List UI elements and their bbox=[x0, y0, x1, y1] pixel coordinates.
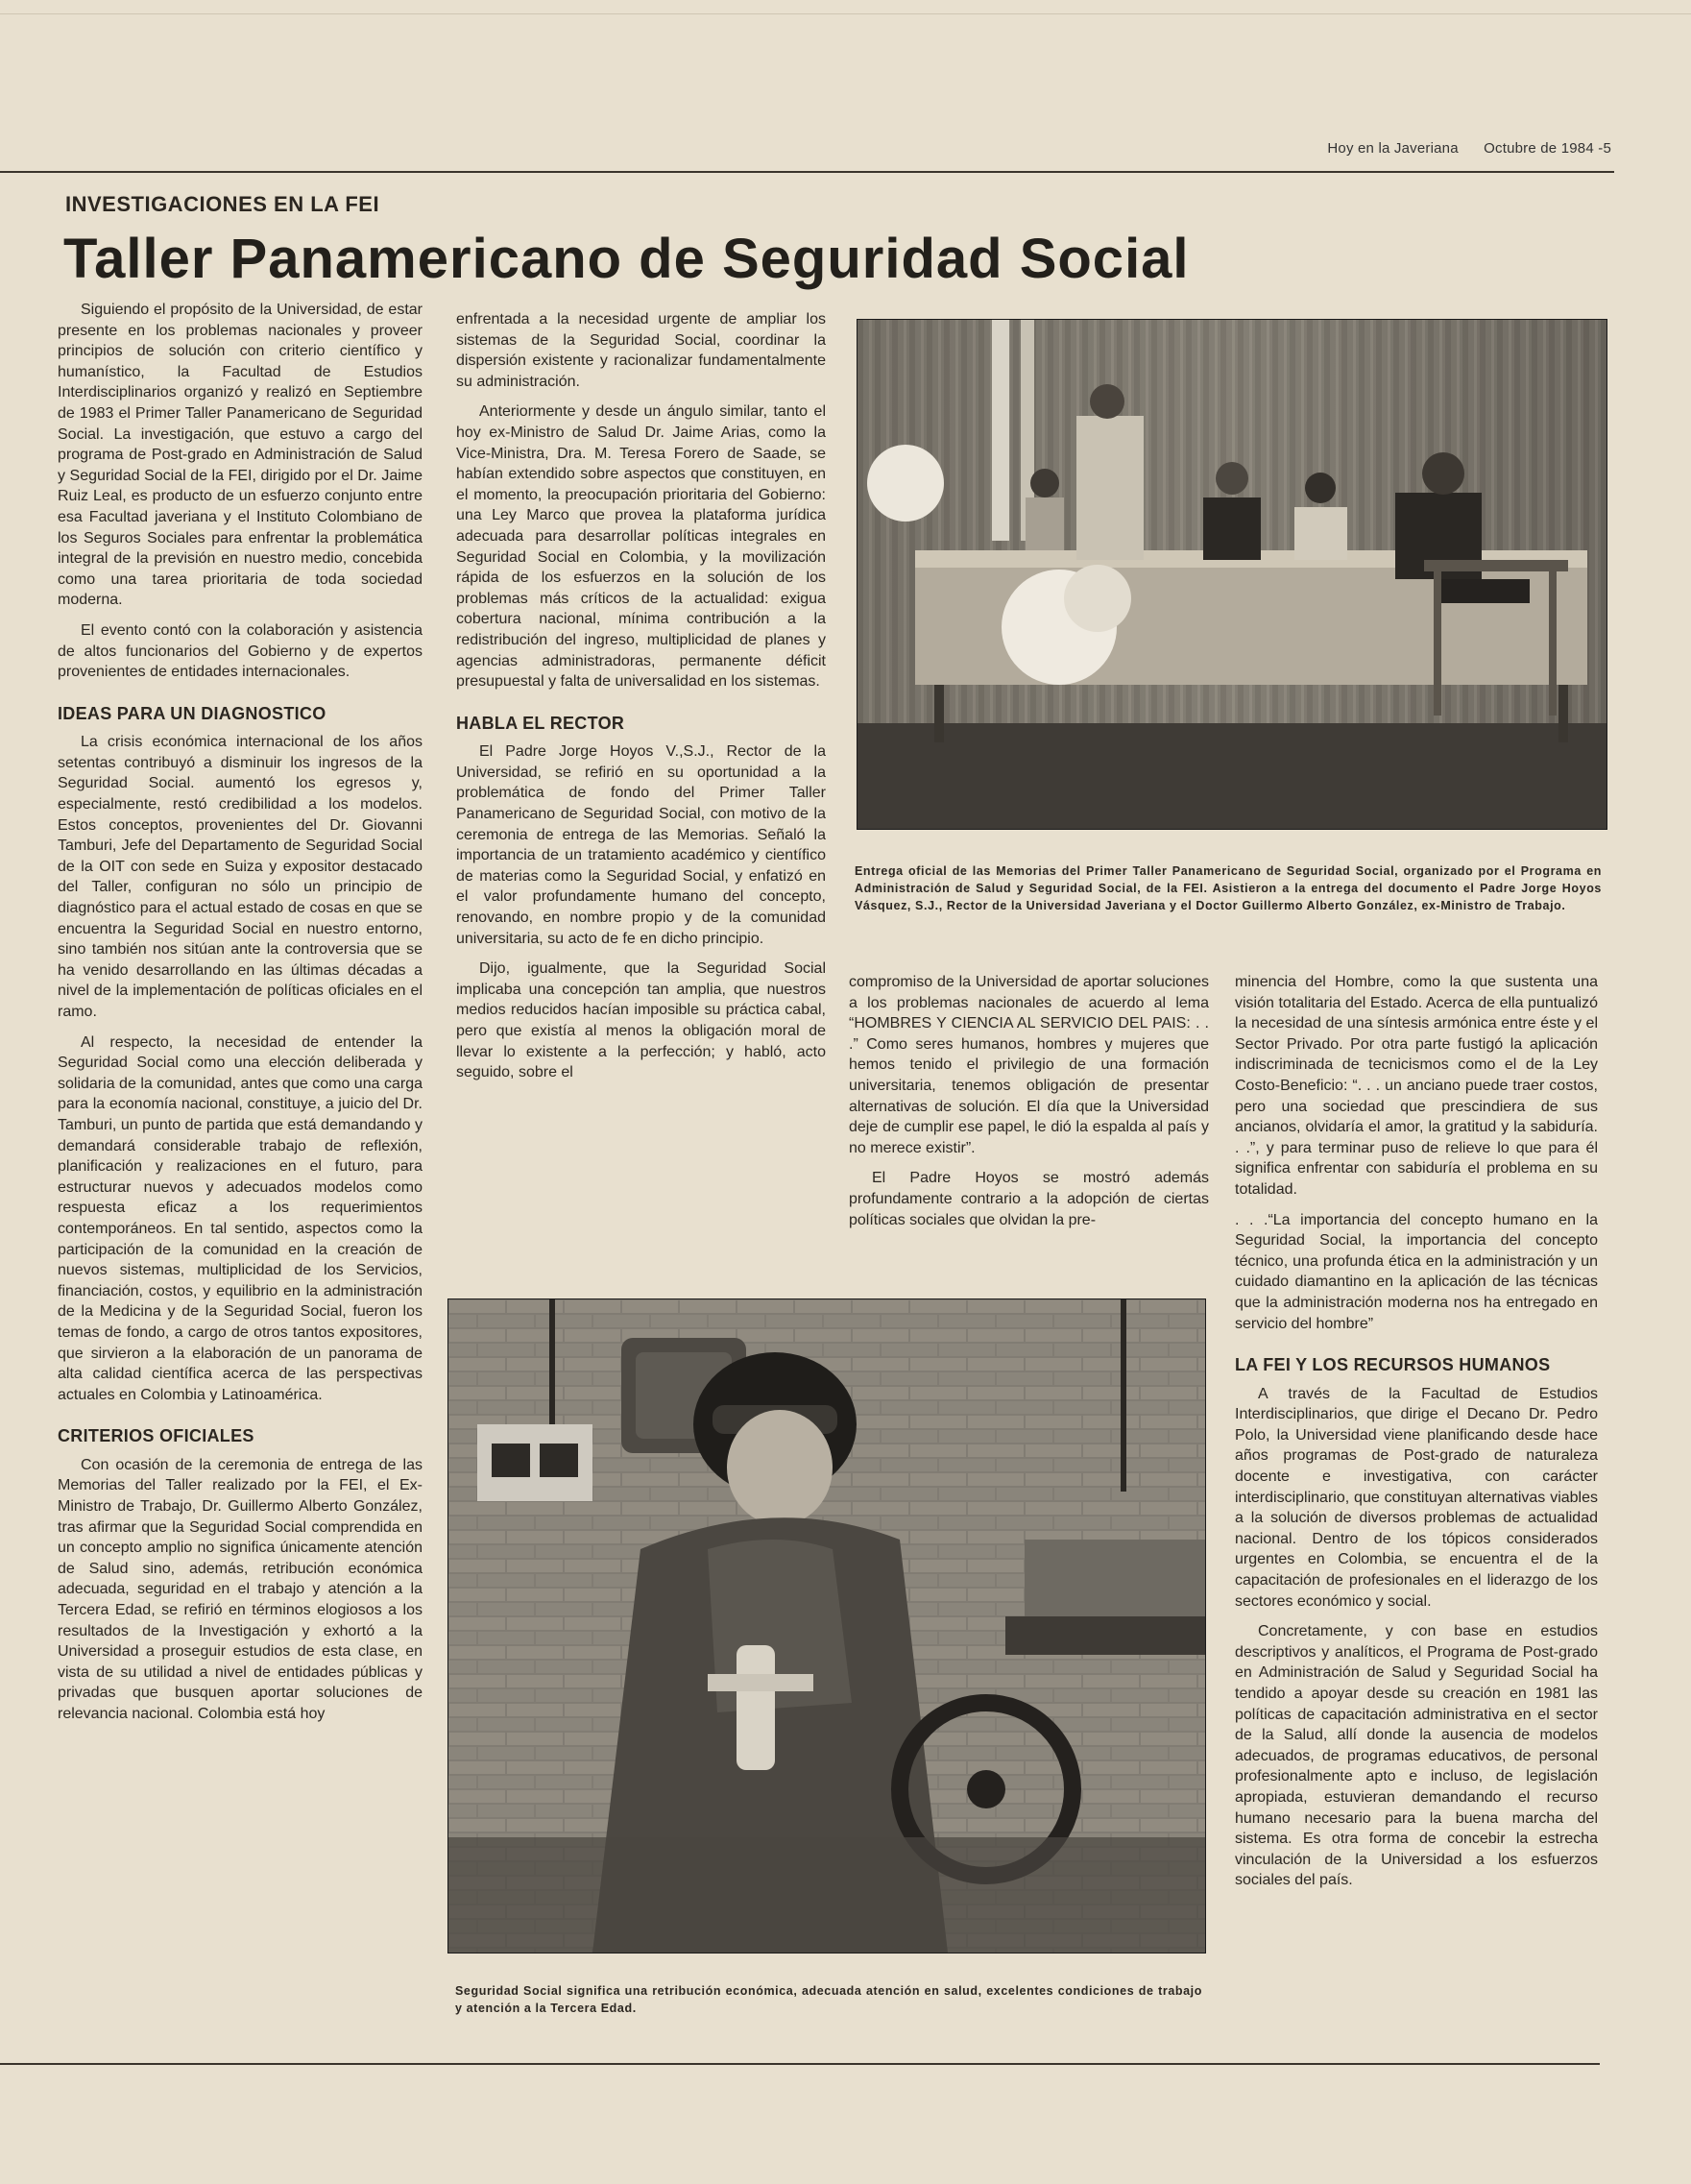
paragraph: compromiso de la Universidad de aportar soluciones a los problemas nacionales de acuerdo al lema “HOMBRES Y CIENCIA AL SERVICIO DEL PAIS: . . .” Como seres humanos, hombres y mujeres que hemos tenido el privilegio de una formación universitaria, tenemos obligación de presentar alternativas de solución. El día que la Universidad deje de cumplir ese papel, le dió la espalda al país y no merece existir”. bbox=[849, 974, 1209, 1156]
article-headline: Taller Panamericano de Seguridad Social bbox=[63, 228, 1190, 290]
ceremony-photo-image bbox=[858, 320, 1606, 829]
header-rule bbox=[0, 171, 1614, 173]
text-column-2 bbox=[456, 309, 826, 1093]
article-kicker: INVESTIGACIONES EN LA FEI bbox=[65, 192, 380, 216]
paragraph: Con ocasión de la ceremonia de entrega de las Memorias del Taller realizado por la FEI, el Ex-Ministro de Trabajo, Dr. Guillermo Alberto González, tras afirmar que la Seguridad Social comprendida en un concepto amplio no significa únicamente atención de Salud sino, además, retribución económica adecuada, seguridad en el trabajo y atención a la Tercera Edad, se refirió en términos elogiosos a los resultados de la Investigación y exhortó a la Universidad a proseguir estudios de esta clase, en vista de su utilidad a nivel de entidades públicas y privadas que busquen aportar soluciones de relevancia nacional. Colombia está hoy bbox=[58, 1456, 423, 1722]
ceremony-photo-caption: Entrega oficial de las Memorias del Primer Taller Panamericano de Seguridad Social, organizado por el Programa en Administración de Salud y Seguridad Social, de la FEI. Asistieron a la entrega del documento el Padre Jorge Hoyos Vásquez, S.J., Rector de la Universidad Javeriana y el Doctor Guillermo Alberto González, ex-Ministro de Trabajo. bbox=[855, 864, 1602, 912]
text-column-1 bbox=[58, 300, 423, 1735]
text-column-3 bbox=[849, 972, 1209, 1240]
footer-rule bbox=[0, 2063, 1600, 2065]
section-heading-criterios: CRITERIOS OFICIALES bbox=[58, 1426, 254, 1446]
paragraph: Siguiendo el propósito de la Universidad, de estar presente en los problemas nacionales y proveer principios de solución con criterio científico y humanístico, la Facultad de Estudios Interdisciplinarios organizó y realizó en Septiembre de 1983 el Primer Taller Panamericano de Seguridad Social. La investigación, que estuvo a cargo del programa de Post-grado en Administración de Salud y Seguridad Social de la FEI, dirigido por el Dr. Jaime Ruiz Leal, es producto de un esfuerzo conjunto entre esa Facultad javeriana y el Instituto Colombiano de los Seguros Sociales para enfrentar la problemática integral de la previsión en nuestro medio, concebida como una tarea prioritaria de toda sociedad moderna. bbox=[58, 302, 423, 609]
paragraph: La crisis económica internacional de los años setentas contribuyó a disminuir los ingresos de la Seguridad Social. aumentó los egresos y, especialmente, restó credibilidad a los modelos. Estos conceptos, provenientes del Dr. Giovanni Tamburi, Jefe del Departamento de Seguridad Social de la OIT con sede en Suiza y expositor destacado del Taller, configuran no sólo un principio de diagnóstico para el actual estado de cosas en que se encuentra la Seguridad Social en nuestro entorno, sino también nos sitúan ante la controversia que se ha venido desarrollando en las últimas décadas a nivel de la implementación de políticas oficiales en el ramo. bbox=[58, 734, 423, 1020]
text-column-4 bbox=[1235, 972, 1598, 1901]
paragraph: enfrentada a la necesidad urgente de ampliar los sistemas de la Seguridad Social, coordinar la dispersión existente y racionalizar fundamentalmente su administración. bbox=[456, 311, 826, 390]
ceremony-photo bbox=[857, 319, 1607, 830]
paragraph: minencia del Hombre, como la que sustenta una visión totalitaria del Estado. Acerca de ella puntualizó la necesidad de una síntesis armónica entre éste y el Sector Privado. Por otra parte fustigó la aplicación indiscriminada de tecnicismos como el de la Ley Costo-Beneficio: “. . . un anciano puede traer costos, pero una sociedad que prescindiera de sus ancianos, olvidaría el amor, la gratitud y la sabiduría. . .”, y para terminar puso de relieve lo que para él significa enfrentar con sabiduría el problema en su totalidad. bbox=[1235, 974, 1598, 1198]
paragraph: El Padre Hoyos se mostró además profundamente contrario a la adopción de ciertas políticas sociales que olvidan la pre- bbox=[849, 1170, 1209, 1228]
worker-photo bbox=[447, 1298, 1206, 1953]
worker-photo-caption: Seguridad Social significa una retribución económica, adecuada atención en salud, excelentes condiciones de trabajo y atención a la Tercera Edad. bbox=[455, 1984, 1202, 2015]
section-heading-diagnostico: IDEAS PARA UN DIAGNOSTICO bbox=[58, 703, 326, 723]
paragraph: El Padre Jorge Hoyos V.,S.J., Rector de la Universidad, se refirió en su oportunidad a la problemática de fondo del Primer Taller Panamericano de Seguridad Social, con motivo de la ceremonia de entrega de las Memorias. Señaló la importancia de un tratamiento académico y científico de materias como la Seguridad Social, y enfatizó en el valor profundamente humano del concepto, renovando, en nombre propio y de la comunidad universitaria, su acto de fe en dicho principio. bbox=[456, 743, 826, 947]
publication-name: Hoy en la Javeriana bbox=[1327, 140, 1459, 157]
paragraph: Dijo, igualmente, que la Seguridad Social implicaba una concepción tan amplia, que nuestros medios reducidos hacían imposible su práctica cabal, pero que existía al menos la obligación moral de llevar lo existente a la perfección; y habló, acto seguido, sobre el bbox=[456, 960, 826, 1081]
page-top-edge bbox=[0, 13, 1691, 14]
paragraph: A través de la Facultad de Estudios Interdisciplinarios, que dirige el Decano Dr. Pedro Polo, la Universidad viene planificando desde hace años programas de Post-grado de naturaleza docente e investigativa, con carácter interdisciplinario, que constituyan alternativas viables a la solución de diversos problemas de actualidad nacional. Dentro de los tópicos considerados urgentes en Colombia, se encuentra el de la capacitación de profesionales en el liderazgo de los sectores económico y social. bbox=[1235, 1385, 1598, 1610]
section-heading-rector: HABLA EL RECTOR bbox=[456, 713, 625, 733]
paragraph: Al respecto, la necesidad de entender la Seguridad Social como una elección deliberada y solidaria de la comunidad, antes que como una carga para la economía nacional, constituye, a juicio del Dr. Tamburi, un punto de partida que está demandando y demandará considerable trabajo de reflexión, planificación y realizaciones en el futuro, para estructurar nuevos y adecuados modelos como respuesta eficaz a los requerimientos contemporáneos. En tal sentido, aspectos como la participación de la comunidad en la creación de nuevos sistemas, multiplicidad de los Servicios, financiación, costos, y equilibrio en la administración de la Medicina y de la Seguridad Social, fueron los temas de fondo, a cargo de otros tantos expositores, que sirvieron a la elaboración de un panorama de alta calidad científica acerca de las perspectivas actuales en Colombia y Latinoamérica. bbox=[58, 1033, 423, 1403]
issue-date-page: Octubre de 1984 -5 bbox=[1484, 140, 1611, 157]
running-header bbox=[1306, 140, 1611, 157]
worker-photo-image bbox=[448, 1299, 1205, 1953]
paragraph: . . .“La importancia del concepto humano en la Seguridad Social, la importancia del concepto técnico, una profunda ética en la administración y un cuidado diamantino en la aplicación de las técnicas que la administración moderna nos ha entregado en servicio del hombre” bbox=[1235, 1211, 1598, 1332]
paragraph: Concretamente, y con base en estudios descriptivos y analíticos, el Programa de Post-grado en Administración de Salud y Seguridad Social ha tendido a apoyar desde su creación en 1981 las políticas de capacitación administrativa en el sector de la Salud, allí donde la ausencia de modelos adecuados, de programas educativos, de personal profesionalmente apto e incluso, de legislación apropiada, estuvieran demandando el recurso humano necesario para la buena marcha del sistema. Es otra forma de concebir la estrecha vinculación de la Universidad a los esfuerzos sociales del país. bbox=[1235, 1623, 1598, 1889]
section-heading-recursos: LA FEI Y LOS RECURSOS HUMANOS bbox=[1235, 1355, 1551, 1375]
paragraph: El evento contó con la colaboración y asistencia de altos funcionarios del Gobierno y de expertos provenientes de entidades internacionales. bbox=[58, 621, 423, 681]
paragraph: Anteriormente y desde un ángulo similar, tanto el hoy ex-Ministro de Salud Dr. Jaime Arias, como la Vice-Ministra, Dra. M. Teresa Forero de Saade, se habían extendido sobre aspectos que constituyen, en el momento, la preocupación prioritaria del Gobierno: una Ley Marco que provea la plataforma jurídica adecuada para desarrollar políticas integrales en Seguridad Social en Colombia, y la movilización rápida de los esfuerzos en la solución de los problemas más críticos de la actualidad: exigua cobertura nacional, mínima contribución a la redistribución del ingreso, multiplicidad de planes y agencias administradoras, permanente déficit presupuestal y falta de universalidad en los sistemas. bbox=[456, 403, 826, 691]
